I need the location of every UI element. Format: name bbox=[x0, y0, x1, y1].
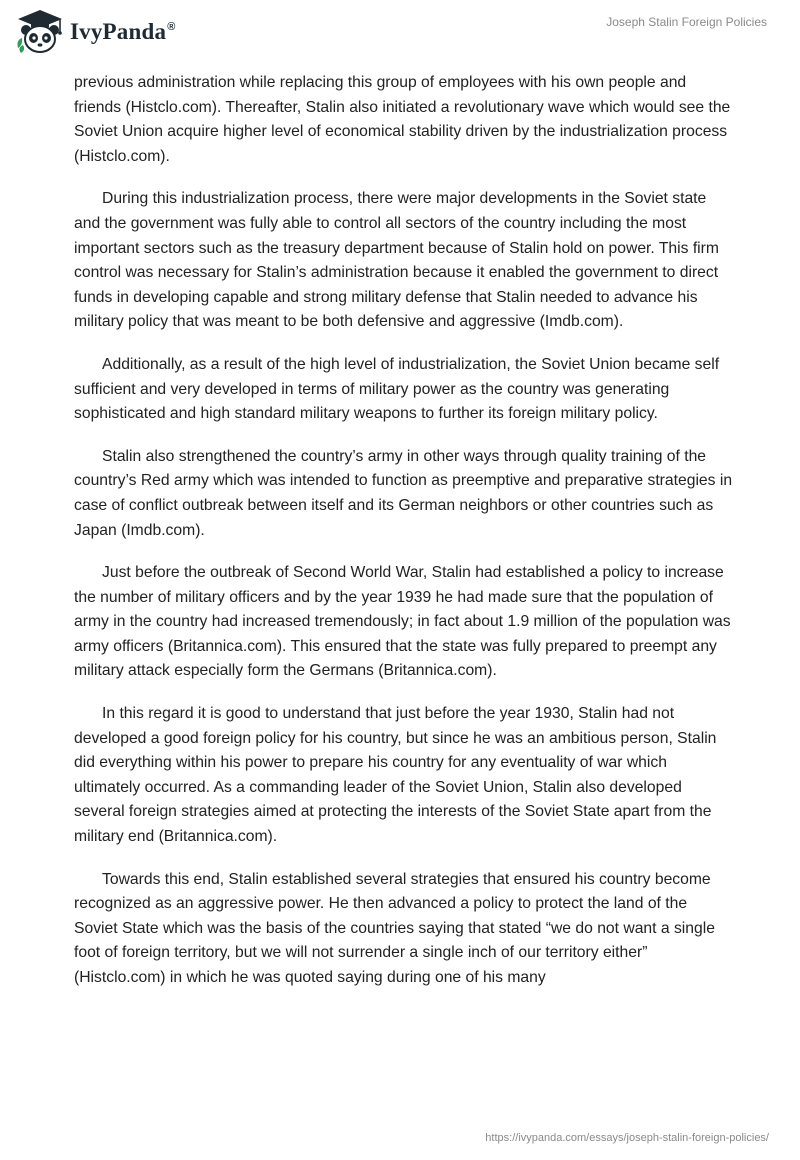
brand-name: IvyPanda® bbox=[70, 19, 176, 44]
essay-body bbox=[74, 71, 734, 1009]
source-url-link[interactable]: https://ivypanda.com/essays/joseph-stalin-foreign-policies/ bbox=[485, 1132, 769, 1144]
document-title: Joseph Stalin Foreign Policies bbox=[606, 15, 767, 29]
panda-graduate-icon bbox=[14, 8, 66, 56]
paragraph: previous administration while replacing this group of employees with his own people and friends (Histclo.com). Thereafter, Stalin also initiated a revolutionary wave which would see the Soviet Union acquire higher level of economical stability driven by the industrialization process (Histclo.com). bbox=[74, 74, 731, 165]
page-header bbox=[0, 0, 800, 70]
paragraph: Towards this end, Stalin established several strategies that ensured his country become recognized as an aggressive power. He then advanced a policy to protect the land of the Soviet State which was the basis of the countries saying that stated “we do not want a single foot of foreign territory, but we will not surrender a single inch of our territory either” (Histclo.com) in which he was quoted saying during one of his many bbox=[74, 870, 715, 986]
paragraph: In this regard it is good to understand that just before the year 1930, Stalin had not developed a good foreign policy for his country, but since he was an ambitious person, Stalin did everything within his power to prepare his country for any eventuality of war which ultimately occurred. As a commanding leader of the Soviet Union, Stalin also developed several foreign strategies aimed at protecting the interests of the Soviet State apart from the military end (Britannica.com). bbox=[74, 705, 717, 846]
paragraph: During this industrialization process, there were major developments in the Soviet state and the government was fully able to control all sectors of the country including the most important sectors such as the treasury department because of Stalin hold on power. This firm control was necessary for Stalin’s administration because it enabled the government to direct funds in developing capable and strong military defense that Stalin needed to advance his military policy that was meant to be both defensive and aggressive (Imdb.com). bbox=[74, 190, 719, 331]
registered-mark: ® bbox=[167, 21, 176, 34]
ivypanda-logo[interactable] bbox=[14, 8, 176, 56]
paragraph: Just before the outbreak of Second World War, Stalin had established a policy to increase the number of military officers and by the year 1939 he had made sure that the population of army in the country had increased tremendously; in fact about 1.9 million of the population was army officers (Britannica.com). This ensured that the state was fully prepared to preempt any military attack especially form the Germans (Britannica.com). bbox=[74, 564, 731, 680]
paragraph: Additionally, as a result of the high level of industrialization, the Soviet Union became self sufficient and very developed in terms of military power as the country was generating sophisticated and high standard military weapons to further its foreign military policy. bbox=[74, 355, 720, 423]
paragraph: Stalin also strengthened the country’s army in other ways through quality training of the country’s Red army which was intended to function as preemptive and preparative strategies in case of conflict outbreak between itself and its German neighbors or other countries such as Japan (Imdb.com). bbox=[74, 447, 733, 539]
